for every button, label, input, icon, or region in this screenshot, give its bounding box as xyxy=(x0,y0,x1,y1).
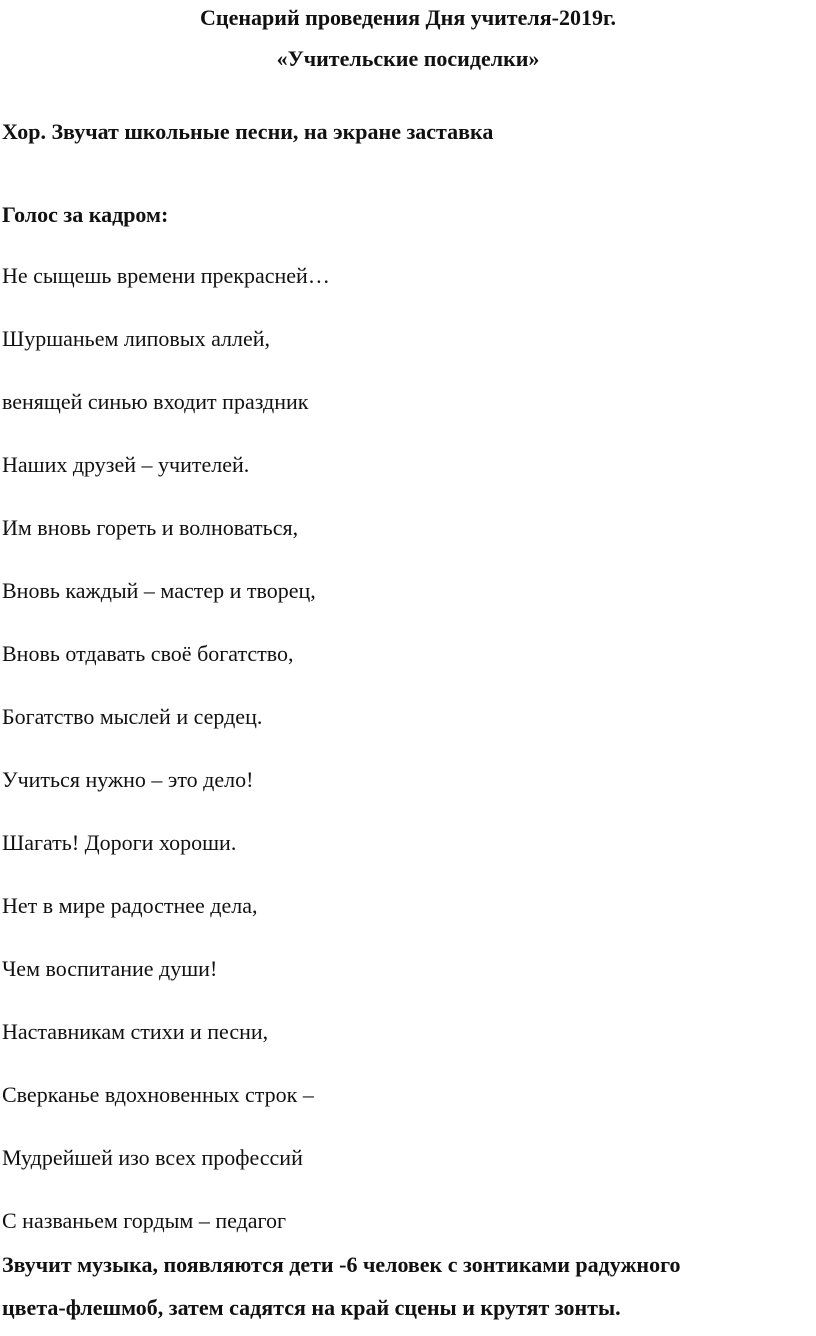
poem-line: С названьем гордым – педагог xyxy=(2,1208,287,1233)
poem-line: Сверканье вдохновенных строк – xyxy=(2,1082,314,1107)
poem-line: Чем воспитание души! xyxy=(2,956,218,981)
document-title: Сценарий проведения Дня учителя-2019г. xyxy=(200,5,616,30)
poem-line: Наставникам стихи и песни, xyxy=(2,1019,269,1044)
poem-line: Богатство мыслей и сердец. xyxy=(2,704,263,729)
poem-line: Шуршаньем липовых аллей, xyxy=(2,326,271,351)
document-subtitle: «Учительские посиделки» xyxy=(276,46,540,71)
poem-line: Мудрейшей изо всех профессий xyxy=(2,1145,303,1170)
poem-line: Шагать! Дороги хороши. xyxy=(2,830,237,855)
stage-direction-choir: Хор. Звучат школьные песни, на экране заставка xyxy=(2,119,494,144)
poem-line: Не сыщешь времени прекрасней… xyxy=(2,263,330,288)
voice-over-label: Голос за кадром: xyxy=(2,202,169,227)
stage-direction-flashmob-line1: Звучит музыка, появляются дети -6 человек с зонтиками радужного xyxy=(2,1252,681,1277)
poem-line: Вновь отдавать своё богатство, xyxy=(2,641,294,666)
poem-line: Наших друзей – учителей. xyxy=(2,452,250,477)
poem-line: венящей синью входит праздник xyxy=(2,389,309,414)
poem-line: Вновь каждый – мастер и творец, xyxy=(2,578,316,603)
poem-line: Им вновь гореть и волноваться, xyxy=(2,515,299,540)
poem-line: Нет в мире радостнее дела, xyxy=(2,893,258,918)
poem-line: Учиться нужно – это дело! xyxy=(2,767,254,792)
stage-direction-flashmob-line2: цвета-флешмоб, затем садятся на край сцены и крутят зонты. xyxy=(2,1295,621,1320)
